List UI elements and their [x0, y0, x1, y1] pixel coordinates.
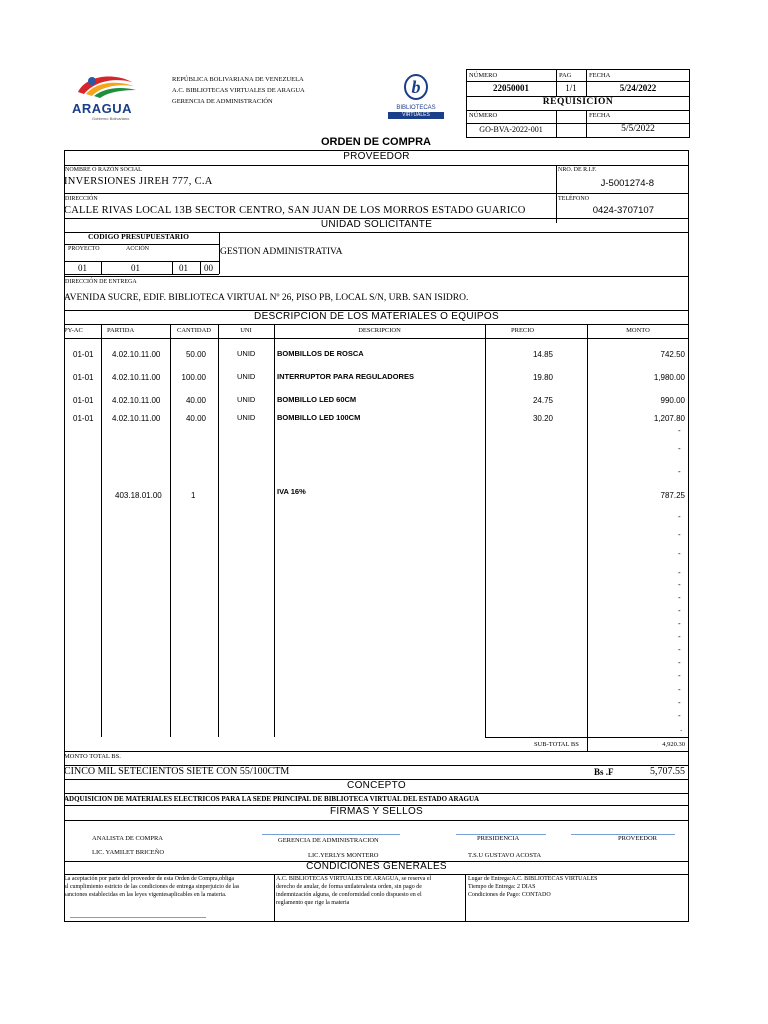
empty-monto-dash: - — [678, 593, 681, 602]
proveedor-section-title: PROVEEDOR — [343, 151, 410, 162]
empty-monto-dash: - — [678, 444, 681, 453]
code-accion: 01 — [131, 263, 140, 273]
rif-label: NRO. DE R.I.F. — [558, 167, 597, 173]
cond2-line-2: derecho de anular, de forma unilateralesta orden, sin pago de — [276, 884, 422, 890]
signature-line — [70, 917, 206, 918]
cell-pyac: 01-01 — [73, 396, 94, 405]
iva-description: IVA 16% — [277, 487, 306, 496]
analista-name: LIC. YAMILET BRICEÑO — [92, 849, 165, 856]
proveedor-name: INVERSIONES JIREH 777, C.A — [64, 176, 213, 187]
cond1-line-1: La aceptación por parte del proveedor de esta Orden de Compra,obliga — [64, 876, 235, 882]
page-title: ORDEN DE COMPRA — [320, 136, 431, 148]
telefono-label: TELÉFONO — [558, 196, 589, 202]
empty-monto-dash: - — [678, 606, 681, 615]
svg-text:b: b — [411, 77, 421, 97]
pag-value: 1/1 — [565, 83, 577, 93]
proveedor-direccion: CALLE RIVAS LOCAL 13B SECTOR CENTRO, SAN JUAN DE LOS MORROS ESTADO GUARICO — [64, 205, 526, 216]
req-fecha-value: 5/5/2022 — [621, 124, 655, 134]
concepto-text: ADQUISICION DE MATERIALES ELECTRICOS PARA LA SEDE PRINCIPAL DE BIBLIOTECA VIRTUAL DEL ESTADO ARAGUA — [64, 795, 480, 803]
book-b-icon — [386, 74, 446, 100]
cell-pyac: 01-01 — [73, 373, 94, 382]
req-fecha-label: FECHA — [589, 112, 611, 119]
monto-total-label: MONTO TOTAL BS. — [64, 753, 121, 760]
empty-monto-dash: - — [678, 580, 681, 589]
empty-monto-dash: - — [678, 632, 681, 641]
empty-monto-dash: - — [678, 685, 681, 694]
proyecto-label: PROYECTO — [68, 246, 100, 252]
cell-partida: 4.02.10.11.00 — [112, 414, 161, 423]
code-3: 01 — [179, 263, 188, 273]
accion-label: ACCIÓN — [126, 246, 150, 252]
cond2-line-4: reglamento que rige la materia — [276, 900, 350, 906]
empty-monto-dash: - — [678, 549, 681, 558]
empty-monto-dash: - — [678, 568, 681, 577]
cell-monto: 742.50 — [660, 350, 685, 359]
gerencia-label: GERENCIA DE ADMINISTRACION — [278, 837, 379, 844]
condiciones-col-1 — [64, 875, 239, 899]
subtotal-label: SUB-TOTAL BS — [534, 741, 579, 748]
empty-monto-dash: - — [678, 645, 681, 654]
empty-monto-dash: - — [678, 467, 681, 476]
org-lines — [172, 74, 305, 107]
cell-monto: 1,207.80 — [653, 414, 685, 423]
cell-desc: BOMBILLOS DE ROSCA — [277, 349, 364, 358]
cell-precio: 19.80 — [532, 373, 553, 382]
cell-pyac: 01-01 — [73, 350, 94, 359]
col-descripcion: DESCRIPCION — [358, 327, 401, 334]
proveedor-sign-label: PROVEEDOR — [618, 835, 658, 842]
cell-uni: UNID — [237, 372, 256, 381]
req-numero-value: GO-BVA-2022-001 — [479, 125, 543, 134]
total-in-words: CINCO MIL SETECIENTOS SIETE CON 55/100CTM — [64, 766, 290, 777]
cell-precio: 14.85 — [532, 350, 553, 359]
codigo-presupuestario-label: CODIGO PRESUPUESTARIO — [88, 232, 189, 241]
cell-uni: UNID — [237, 349, 256, 358]
empty-monto-dash: - — [678, 530, 681, 539]
col-pyac: PY-AC — [64, 327, 83, 334]
cell-monto: 990.00 — [660, 396, 685, 405]
cell-desc: BOMBILLO LED 60CM — [277, 395, 357, 404]
cell-cantidad: 50.00 — [185, 350, 206, 359]
cond2-line-3: indemnización alguna, de conformidad conlo dispuesto en el — [276, 892, 422, 898]
col-precio: PRECIO — [511, 327, 535, 334]
gerencia-name: LIC.YERLYS MONTERO — [308, 852, 379, 859]
cond1-line-3: sanciones establecidas en las leyes vigentesaplicables en la materia. — [64, 892, 227, 898]
cell-pyac: 01-01 — [73, 414, 94, 423]
unidad-name: GESTION ADMINISTRATIVA — [220, 247, 343, 257]
rif-value: J-5001274-8 — [600, 178, 654, 189]
unidad-section-title: UNIDAD SOLICITANTE — [320, 219, 433, 230]
col-partida: PARTIDA — [107, 327, 135, 334]
analista-label: ANALISTA DE COMPRA — [92, 835, 163, 842]
cell-partida: 4.02.10.11.00 — [112, 373, 161, 382]
cell-desc: INTERRUPTOR PARA REGULADORES — [277, 372, 414, 381]
empty-monto-dash: - — [678, 698, 681, 707]
empty-monto-dash: - — [678, 426, 681, 435]
bibliotecas-logo — [386, 74, 446, 118]
fecha-value: 5/24/2022 — [619, 83, 657, 93]
fecha-label: FECHA — [589, 72, 611, 79]
entrega-value: AVENIDA SUCRE, EDIF. BIBLIOTECA VIRTUAL Nº 26, PISO PB, LOCAL S/N, URB. SAN ISIDRO. — [64, 293, 469, 303]
cell-cantidad: 100.00 — [181, 373, 206, 382]
cell-partida: 4.02.10.11.00 — [112, 396, 161, 405]
empty-monto-dash: - — [678, 512, 681, 521]
org-line-1: REPÚBLICA BOLIVARIANA DE VENEZUELA — [172, 76, 304, 83]
iva-monto: 787.25 — [660, 491, 685, 500]
concepto-section-title: CONCEPTO — [347, 780, 406, 791]
empty-monto-dot: . — [680, 724, 683, 733]
col-monto: MONTO — [626, 327, 650, 334]
empty-monto-dash: - — [678, 658, 681, 667]
iva-partida: 403.18.01.00 — [115, 491, 162, 500]
condiciones-section-title: CONDICIONES GENERALES — [306, 861, 447, 872]
cell-monto: 1,980.00 — [653, 373, 685, 382]
pag-label: PAG — [559, 72, 572, 79]
empty-monto-dash: - — [678, 619, 681, 628]
cond3-line-1: Lugar de Entrega:A.C. BIBLIOTECAS VIRTUALES — [468, 876, 598, 882]
condiciones-col-3 — [468, 875, 598, 899]
cond2-line-1: A.C. BIBLIOTECAS VIRTUALES DE ARAGUA, se reserva el — [276, 876, 432, 882]
total-amount: 5,707.55 — [650, 766, 685, 777]
cond3-line-2: Tiempo de Entrega: 2 DIAS — [468, 884, 536, 890]
cond1-line-2: al cumplimiento estricto de las condiciones de entrega sinperjuicio de las — [64, 884, 240, 890]
cell-uni: UNID — [237, 413, 256, 422]
condiciones-col-2 — [276, 875, 431, 907]
firmas-section-title: FIRMAS Y SELLOS — [329, 806, 424, 817]
aragua-logo — [72, 72, 140, 122]
empty-monto-dash: - — [678, 671, 681, 680]
aragua-logo-sub: Gobierno Bolivariano — [92, 116, 130, 121]
cell-partida: 4.02.10.11.00 — [112, 350, 161, 359]
presidencia-name: T.S.U GUSTAVO ACOSTA — [468, 852, 542, 859]
numero-label: NÚMERO — [469, 72, 498, 79]
aragua-swoosh-icon — [72, 72, 140, 98]
iva-cantidad: 1 — [191, 491, 196, 500]
entrega-label: DIRECCIÓN DE ENTREGA — [65, 279, 137, 285]
total-currency: Bs .F — [594, 767, 614, 777]
presidencia-label: PRESIDENCIA — [477, 835, 520, 842]
bibliotecas-logo-sub: VIRTUALES — [388, 112, 444, 119]
cell-cantidad: 40.00 — [185, 414, 206, 423]
cell-cantidad: 40.00 — [185, 396, 206, 405]
code-4: 00 — [204, 263, 213, 273]
cell-precio: 30.20 — [532, 414, 553, 423]
req-numero-label: NÚMERO — [469, 112, 498, 119]
proveedor-name-label: NOMBRE O RAZÓN SOCIAL — [65, 167, 142, 173]
cond3-line-3: Condiciones de Pago: CONTADO — [468, 892, 551, 898]
empty-monto-dash: - — [678, 711, 681, 720]
col-cantidad: CANTIDAD — [177, 327, 211, 334]
materiales-section-title: DESCRIPCION DE LOS MATERIALES O EQUIPOS — [254, 311, 499, 322]
cell-desc: BOMBILLO LED 100CM — [277, 413, 361, 422]
cell-precio: 24.75 — [532, 396, 553, 405]
numero-value: 22050001 — [493, 83, 529, 93]
org-line-2: A.C. BIBLIOTECAS VIRTUALES DE ARAGUA — [172, 87, 305, 94]
cell-uni: UNID — [237, 395, 256, 404]
bibliotecas-logo-text: BIBLIOTECAS — [396, 105, 436, 111]
col-uni: UNI — [240, 327, 252, 334]
org-line-3: GERENCIA DE ADMINISTRACIÓN — [172, 98, 273, 105]
direccion-label: DIRECCIÓN — [65, 196, 98, 202]
aragua-logo-text: ARAGUA — [72, 101, 133, 116]
subtotal-value: 4,920.30 — [662, 741, 685, 748]
requisicion-label: REQUISICION — [542, 97, 614, 107]
telefono-value: 0424-3707107 — [592, 205, 654, 216]
code-proyecto: 01 — [78, 263, 87, 273]
